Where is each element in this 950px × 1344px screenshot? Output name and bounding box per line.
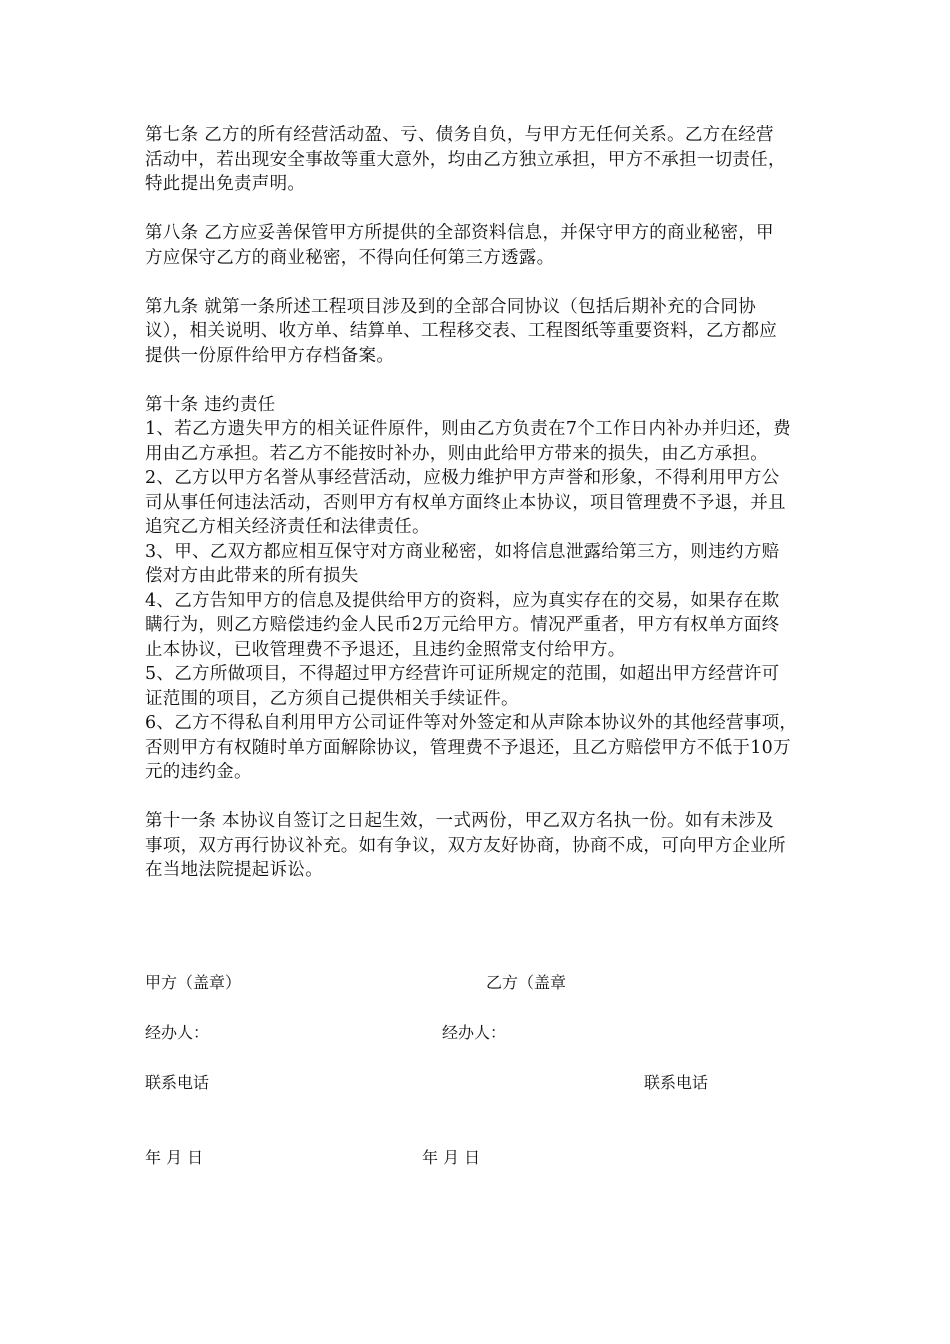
contract-body bbox=[145, 123, 845, 883]
text-line: 在当地法院提起诉讼。 bbox=[145, 860, 323, 880]
party-b-seal-label: 乙方（盖章 bbox=[486, 973, 567, 992]
text-line: 第十一条 本协议自签订之日起生效，一式两份，甲乙双方名执一份。如有未涉及 bbox=[145, 811, 774, 831]
article-10-heading: 第十条 违约责任 bbox=[145, 394, 276, 415]
text-line: 瞒行为，则乙方赔偿违约金人民币2万元给甲方。情况严重者，甲方有权单方面终 bbox=[145, 615, 780, 635]
text-line: 司从事任何违法活动，否则甲方有权单方面终止本协议，项目管理费不予退，并且 bbox=[145, 492, 786, 513]
party-a-date: 年 月 日 bbox=[145, 1148, 204, 1167]
text-line: 特此提出免责声明。 bbox=[145, 174, 306, 194]
text-line: 事项，双方再行协议补充。如有争议，双方友好协商，协商不成，可向甲方企业所 bbox=[145, 835, 786, 856]
text-line: 提供一份原件给甲方存档备案。 bbox=[145, 345, 395, 366]
article-8 bbox=[145, 221, 845, 270]
text-line: 证范围的项目，乙方须自己提供相关手续证件。 bbox=[145, 688, 519, 709]
text-line: 议），相关说明、收方单、结算单、工程移交表、工程图纸等重要资料，乙方都应 bbox=[145, 321, 778, 341]
party-a-seal-label: 甲方（盖章） bbox=[145, 973, 242, 992]
text-line: 偿对方由此带来的所有损失 bbox=[145, 566, 359, 586]
text-line: 4、乙方告知甲方的信息及提供给甲方的资料，应为真实存在的交易，如果存在欺 bbox=[145, 590, 780, 611]
text-line: 第九条 就第一条所述工程项目涉及到的全部合同协议（包括后期补充的合同协 bbox=[145, 296, 757, 317]
text-line: 方应保守乙方的商业秘密，不得向任何第三方透露。 bbox=[145, 247, 555, 268]
text-line: 用由乙方承担。若乙方不能按时补办，则由此给甲方带来的损失，由乙方承担。 bbox=[145, 443, 768, 464]
text-line: 5、乙方所做项目，不得超过甲方经营许可证所规定的范围，如超出甲方经营许可 bbox=[145, 664, 780, 684]
party-b-date: 年 月 日 bbox=[422, 1148, 481, 1167]
party-a-agent-label: 经办人： bbox=[145, 1023, 210, 1042]
party-b-agent-label: 经办人： bbox=[442, 1023, 507, 1042]
party-a-phone-label: 联系电话 bbox=[145, 1073, 210, 1092]
text-line: 第七条 乙方的所有经营活动盈、亏、债务自负，与甲方无任何关系。乙方在经营 bbox=[145, 125, 774, 145]
text-line: 元的违约金。 bbox=[145, 762, 252, 782]
party-b-phone-label: 联系电话 bbox=[644, 1073, 709, 1092]
text-line: 1、若乙方遗失甲方的相关证件原件，则由乙方负责在7个工作日内补办并归还，费 bbox=[145, 419, 791, 439]
text-line: 6、乙方不得私自利用甲方公司证件等对外签定和从声除本协议外的其他经营事项， bbox=[145, 713, 798, 733]
article-7 bbox=[145, 123, 845, 197]
text-line: 第八条 乙方应妥善保管甲方所提供的全部资料信息，并保守甲方的商业秘密，甲 bbox=[145, 223, 774, 243]
text-line: 3、甲、乙双方都应相互保守对方商业秘密，如将信息泄露给第三方，则违约方赔 bbox=[145, 541, 780, 562]
article-11 bbox=[145, 809, 845, 883]
text-line: 追究乙方相关经济责任和法律责任。 bbox=[145, 517, 430, 537]
text-line: 2、乙方以甲方名誉从事经营活动，应极力维护甲方声誉和形象，不得利用甲方公 bbox=[145, 468, 780, 488]
article-9 bbox=[145, 295, 845, 369]
article-10 bbox=[145, 393, 845, 785]
text-line: 否则甲方有权随时单方面解除协议，管理费不予退还，且乙方赔偿甲方不低于10万 bbox=[145, 737, 791, 758]
text-line: 活动中，若出现安全事故等重大意外，均由乙方独立承担，甲方不承担一切责任， bbox=[145, 149, 786, 170]
text-line: 止本协议，已收管理费不予退还，且违约金照常支付给甲方。 bbox=[145, 639, 626, 660]
